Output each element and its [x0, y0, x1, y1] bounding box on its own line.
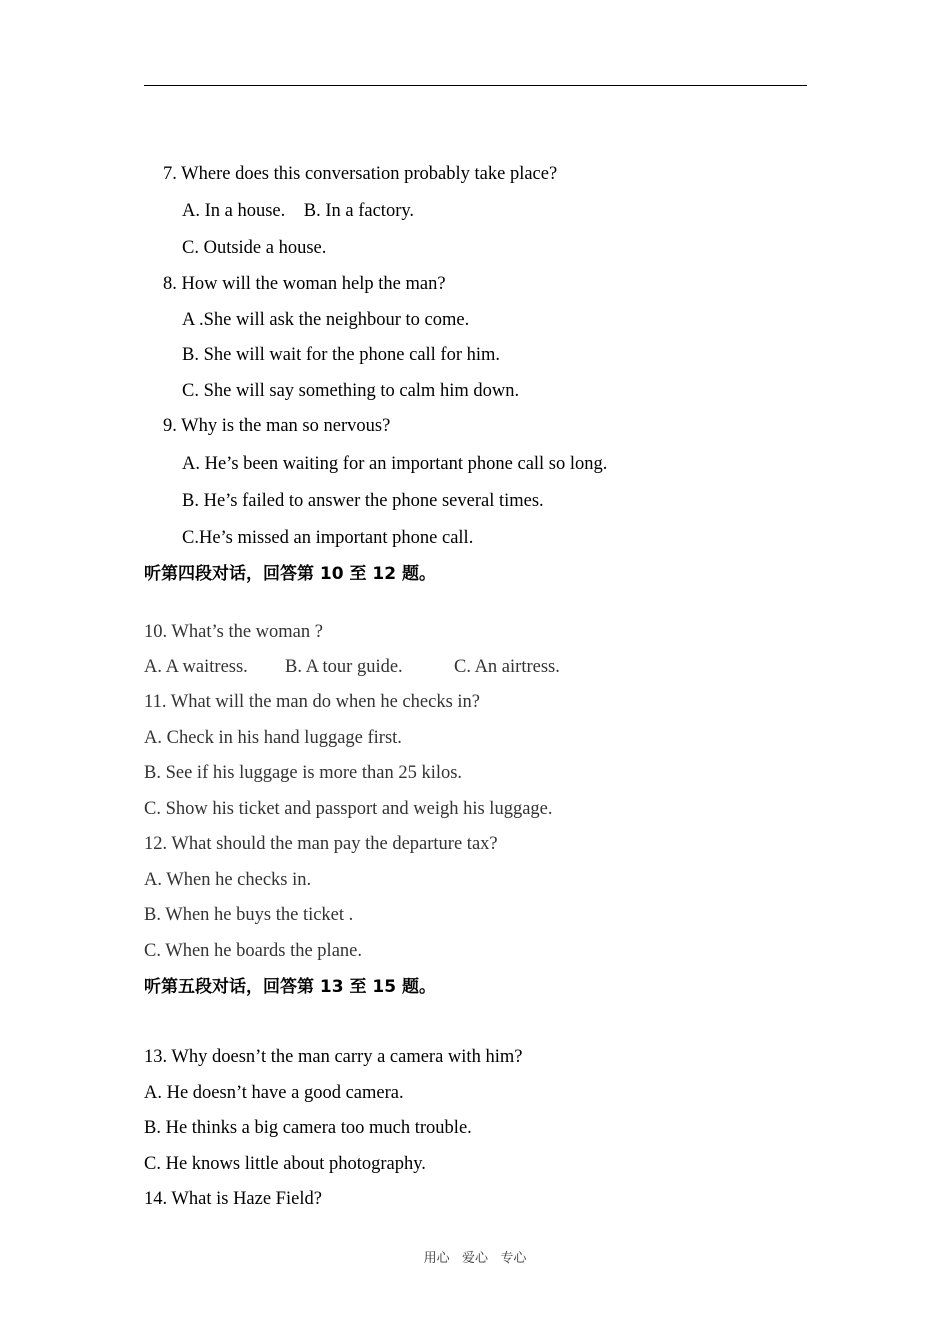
section4-heading: 听第四段对话，回答第 10 至 12 题。 [144, 564, 436, 584]
q8-option-c: C. She will say something to calm him down. [182, 381, 520, 401]
q10-option-b: B. A tour guide. [285, 657, 403, 677]
q10-option-a: A. A waitress. [144, 657, 248, 677]
q9-option-b: B. He’s failed to answer the phone several times. [182, 491, 544, 511]
q7-question: 7. Where does this conversation probably take place? [163, 164, 558, 184]
q7-options-ab: A. In a house. B. In a factory. [182, 201, 415, 221]
q11-option-a: A. Check in his hand luggage first. [144, 728, 402, 748]
q13-option-a: A. He doesn’t have a good camera. [144, 1083, 404, 1103]
q9-option-a: A. He’s been waiting for an important phone call so long. [182, 454, 608, 474]
section5-heading: 听第五段对话，回答第 13 至 15 题。 [144, 977, 436, 997]
q10-option-c: C. An airtress. [454, 657, 560, 677]
q11-option-c: C. Show his ticket and passport and weigh his luggage. [144, 799, 553, 819]
q12-option-b: B. When he buys the ticket . [144, 905, 354, 925]
q11-question: 11. What will the man do when he checks in? [144, 692, 480, 712]
q12-option-a: A. When he checks in. [144, 870, 312, 890]
q11-option-b: B. See if his luggage is more than 25 kilos. [144, 763, 463, 783]
q14-question: 14. What is Haze Field? [144, 1189, 322, 1209]
q13-question: 13. Why doesn’t the man carry a camera with him? [144, 1047, 523, 1067]
q13-option-b: B. He thinks a big camera too much trouble. [144, 1118, 472, 1138]
q12-option-c: C. When he boards the plane. [144, 941, 362, 961]
header-rule [144, 85, 807, 86]
q13-option-c: C. He knows little about photography. [144, 1154, 426, 1174]
q9-option-c: C.He’s missed an important phone call. [182, 528, 474, 548]
q12-question: 12. What should the man pay the departure tax? [144, 834, 498, 854]
q8-option-b: B. She will wait for the phone call for him. [182, 345, 501, 365]
q9-question: 9. Why is the man so nervous? [163, 416, 391, 436]
q8-question: 8. How will the woman help the man? [163, 274, 446, 294]
q10-question: 10. What’s the woman ? [144, 622, 323, 642]
page-footer: 用心 爱心 专心 [423, 1251, 527, 1266]
q7-option-c: C. Outside a house. [182, 238, 327, 258]
q8-option-a: A .She will ask the neighbour to come. [182, 310, 470, 330]
